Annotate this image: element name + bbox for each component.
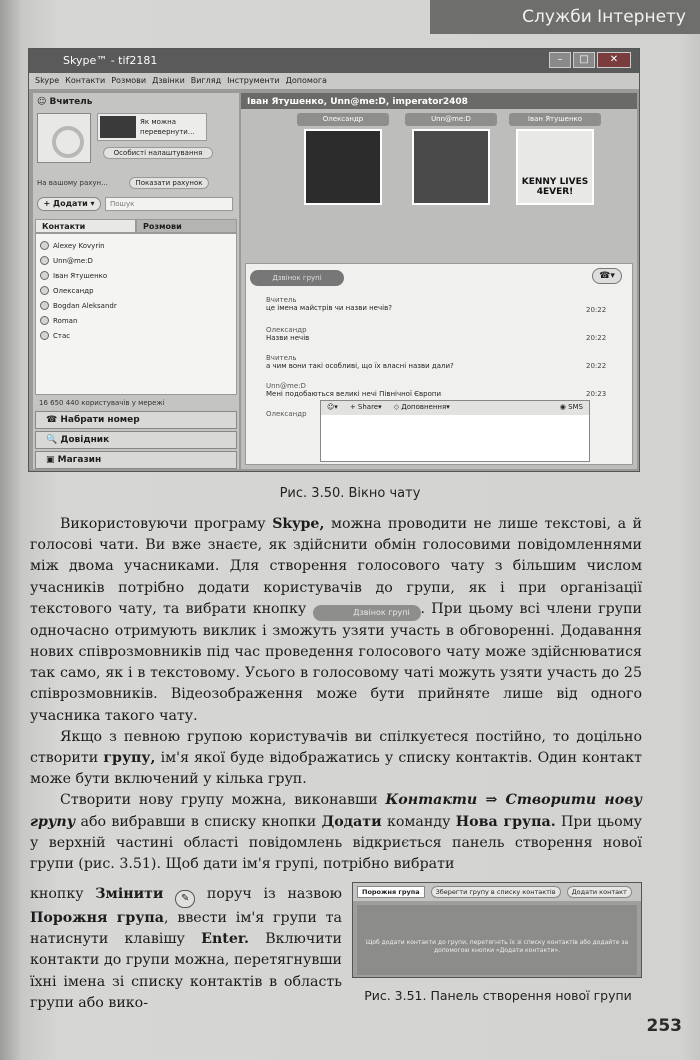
message-time: 20:23 [586,390,607,398]
paragraph: Створити нову групу можна, виконавши Контакти ⇒ Створити нову групу або вибравши в списку кнопки Додати команду Нова група. При цьому у верхній частині області повідомлень відкриється панель створення нової групи (рис. 3.51). Щоб дати ім'я групі, потрібно вибрати [30,792,643,873]
status-icon [40,241,49,250]
skype-chat-window-figure [28,48,640,472]
status-icon [40,286,49,295]
shop-button[interactable]: ▣ Магазин [35,451,237,469]
chat-area [245,263,633,465]
chat-message: Unn@me:D Мені подобаються великі нечі Північної Європи [266,382,441,398]
list-item[interactable]: Іван Ятушенко [40,268,232,283]
paragraph: кнопку Змінити ✎ поруч із назвою Порожня група, ввести ім'я групи та натиснути клавішу Enter. Включити контакти до групи можна, перетягнувши їхні імена зі списку контактів в область групи або вико- [30,886,343,1011]
window-title: Skype™ - tif2181 [63,54,158,67]
conversation-pane [241,93,637,469]
menu-bar [29,73,639,89]
list-item[interactable]: Alexey Kovyrin [40,238,232,253]
mood-message[interactable]: Як можна перевернути... [97,113,207,141]
avatar-image: KENNY LIVES 4EVER! [516,129,594,205]
page-number: 253 [646,1016,682,1036]
conversation-title: Іван Ятушенко, Unn@me:D, imperator2408 [247,97,468,107]
participant-video[interactable] [509,113,601,205]
tab-conversations[interactable]: Розмови [136,219,237,233]
contact-tabs [35,219,237,233]
sms-button[interactable]: ◉ SMS [559,403,583,411]
user-status[interactable]: ☺ Вчитель [37,97,93,107]
window-controls [549,52,631,68]
section-header [430,0,700,34]
figure-caption: Рис. 3.51. Панель створення нової групи [364,988,632,1003]
add-contact-button[interactable]: Додати контакт [567,886,632,898]
status-icon [40,331,49,340]
dial-number-button[interactable]: ☎ Набрати номер [35,411,237,429]
figure-caption: Рис. 3.50. Вікно чату [279,486,421,501]
menu-view[interactable]: Вигляд [190,76,222,85]
message-time: 20:22 [586,306,607,314]
participant-name: Unn@me:D [405,113,497,126]
menu-skype[interactable]: Skype [35,76,60,85]
video-frame [304,129,382,205]
skype-sidebar [33,93,239,469]
list-item[interactable]: Олександр [40,283,232,298]
close-icon[interactable]: ✕ [597,52,631,68]
status-icon [40,271,49,280]
participant-name: Іван Ятушенко [509,113,601,126]
extras-button[interactable]: ◇ Доповнення▾ [393,403,450,411]
search-input[interactable]: Пошук [105,197,233,211]
panel-toolbar [353,883,641,901]
online-count: 16 650 440 користувачів у мережі [39,399,165,407]
menu-help[interactable]: Допомога [285,76,327,85]
call-group-button-inline: Дзвінок групі [313,605,421,621]
add-button-label: Додати [52,199,88,208]
chat-message: Вчитель а чим вони такі особливі, що їх власні назви дали? [266,354,454,370]
input-toolbar [321,401,589,415]
chat-message: Олександр [266,410,307,418]
paragraph: Якщо з певною групою користувачів ви спілкуєтеся постійно, то доцільно створити групу, ім'я якої буде відображатись у списку контактів. Один контакт може бути включений у кілька груп. [30,728,642,788]
participant-video[interactable] [297,113,389,205]
show-account-button[interactable]: Показати рахунок [129,177,209,189]
emoticon-icon[interactable]: ☺▾ [327,403,338,411]
new-group-panel-figure [352,882,642,978]
status-icon [40,256,49,265]
message-time: 20:22 [586,334,607,342]
participant-video[interactable] [405,113,497,205]
list-item[interactable]: Unn@me:D [40,253,232,268]
list-item[interactable]: Стас [40,328,232,343]
call-options-button[interactable]: ☎▾ [592,268,622,284]
user-avatar[interactable] [37,113,91,163]
user-name: Вчитель [49,97,93,107]
account-text: На вашому рахун... [37,179,108,187]
save-group-button[interactable]: Зберегти групу в списку контактів [431,886,561,898]
add-button[interactable]: + Додати ▾ [37,197,101,211]
menu-tools[interactable]: Інструменти [227,76,280,85]
directory-button[interactable]: 🔍 Довідник [35,431,237,449]
chat-message: Олександр Назви нечів [266,326,310,342]
message-time: 20:22 [586,362,607,370]
message-input[interactable] [320,400,590,462]
tab-contacts[interactable]: Контакти [35,219,136,233]
menu-contacts[interactable]: Контакти [65,76,106,85]
status-icon [40,301,49,310]
group-name-field[interactable]: Порожня група [357,886,425,898]
edit-icon: ✎ [175,890,195,908]
share-button[interactable]: + Share▾ [349,403,382,411]
contact-list [35,233,237,395]
status-icon [40,316,49,325]
participant-name: Олександр [297,113,389,126]
list-item[interactable]: Bogdan Aleksandr [40,298,232,313]
menu-calls[interactable]: Дзвінки [152,76,185,85]
paragraph: Використовуючи програму Skype, можна проводити не лише текстові, а й голосові чати. Ви вже знаєте, як здійснити обмін голосовими повідомленнями між двома учасниками. Для створення голосового чату з більшим числом учасників потрібно додати користувачів до групи, як і при організації текстового чату, та вибрати кнопку Дзвінок групі . При цьому всі члени групи одночасно отримують виклик і зможуть узяти участь в обговоренні. Додавання нових співрозмовників під час проведення голосового чату може здійснюватися так само, як і в текстовому. Усього в голосовому чаті можуть узяти участь до 25 співрозмовників. Відеозображення може бути прийняте лише від одного учасника такого чату. [30,516,643,724]
maximize-icon[interactable]: □ [573,52,595,68]
list-item[interactable]: Roman [40,313,232,328]
body-text [30,514,642,875]
call-group-button[interactable]: Дзвінок групі [250,270,344,286]
body-text-wrap [30,884,342,1014]
video-frame [412,129,490,205]
menu-conversations[interactable]: Розмови [111,76,147,85]
personalize-button[interactable]: Особисті налаштування [103,147,213,159]
section-title: Служби Інтернету [522,7,686,27]
window-titlebar [29,49,639,73]
minimize-icon[interactable]: – [549,52,571,68]
chat-message: Вчитель це імена майстрів чи назви нечів? [266,296,392,312]
panel-hint: Щоб додати контакти до групи, перетягніть їх зі списку контактів або додайте за допомогою кнопки «Додати контакти». [357,905,637,975]
